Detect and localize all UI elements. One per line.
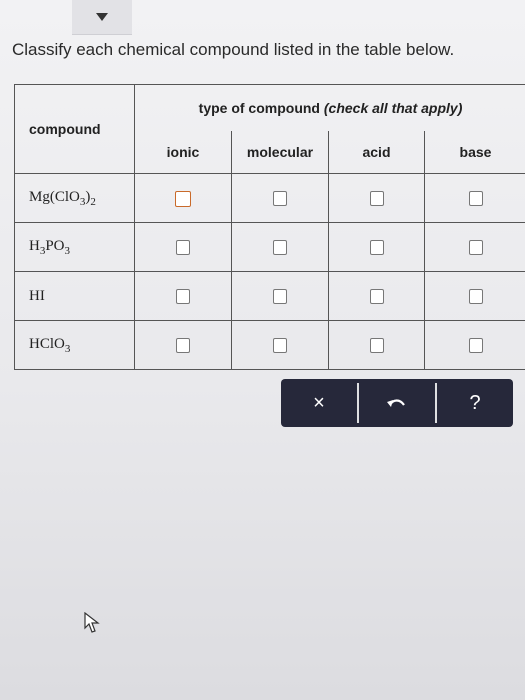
table-row bbox=[15, 223, 525, 272]
column-header-base: base bbox=[425, 131, 525, 174]
question-prompt: Classify each chemical compound listed in the table below. bbox=[12, 40, 455, 59]
table-row bbox=[15, 321, 525, 370]
checkbox-acid[interactable] bbox=[370, 289, 384, 304]
checkbox-base[interactable] bbox=[469, 289, 483, 304]
collapse-tab[interactable] bbox=[72, 0, 132, 35]
checkbox-ionic[interactable] bbox=[176, 240, 190, 255]
column-header-acid: acid bbox=[329, 131, 425, 174]
type-header-note: (check all that apply) bbox=[323, 100, 463, 116]
compound-formula: HI bbox=[15, 272, 135, 321]
checkbox-base[interactable] bbox=[469, 338, 483, 353]
checkbox-molecular[interactable] bbox=[273, 191, 287, 206]
column-header-molecular: molecular bbox=[232, 131, 329, 174]
toolbar-divider bbox=[435, 383, 437, 423]
column-header-ionic: ionic bbox=[135, 131, 232, 174]
checkbox-molecular[interactable] bbox=[273, 289, 287, 304]
table-row bbox=[15, 174, 525, 223]
toolbar-divider bbox=[357, 383, 359, 423]
checkbox-acid[interactable] bbox=[370, 240, 384, 255]
classification-table bbox=[14, 84, 525, 370]
answer-toolbar bbox=[281, 379, 513, 427]
compound-formula: HClO$_3$ bbox=[15, 321, 135, 370]
checkbox-acid[interactable] bbox=[370, 338, 384, 353]
undo-icon bbox=[386, 396, 408, 410]
compound-formula: $H_3PO_3$ bbox=[15, 223, 135, 272]
checkbox-molecular[interactable] bbox=[273, 338, 287, 353]
compound-formula: $Mg(ClO_3)_2$ bbox=[15, 174, 135, 223]
mouse-cursor-icon bbox=[84, 612, 100, 634]
close-icon: × bbox=[313, 391, 325, 414]
help-icon: ? bbox=[469, 391, 481, 414]
checkbox-ionic[interactable] bbox=[176, 289, 190, 304]
chevron-down-icon bbox=[95, 12, 109, 22]
checkbox-acid[interactable] bbox=[370, 191, 384, 206]
checkbox-base[interactable] bbox=[469, 191, 483, 206]
clear-button[interactable] bbox=[281, 379, 357, 427]
compound-header: compound bbox=[15, 85, 135, 174]
type-header-prefix: type of compound bbox=[198, 100, 320, 116]
checkbox-base[interactable] bbox=[469, 240, 483, 255]
checkbox-molecular[interactable] bbox=[273, 240, 287, 255]
help-button[interactable] bbox=[437, 379, 513, 427]
checkbox-ionic[interactable] bbox=[176, 338, 190, 353]
checkbox-ionic[interactable] bbox=[175, 191, 191, 207]
undo-button[interactable] bbox=[359, 379, 435, 427]
type-header bbox=[135, 85, 525, 132]
table-row bbox=[15, 272, 525, 321]
